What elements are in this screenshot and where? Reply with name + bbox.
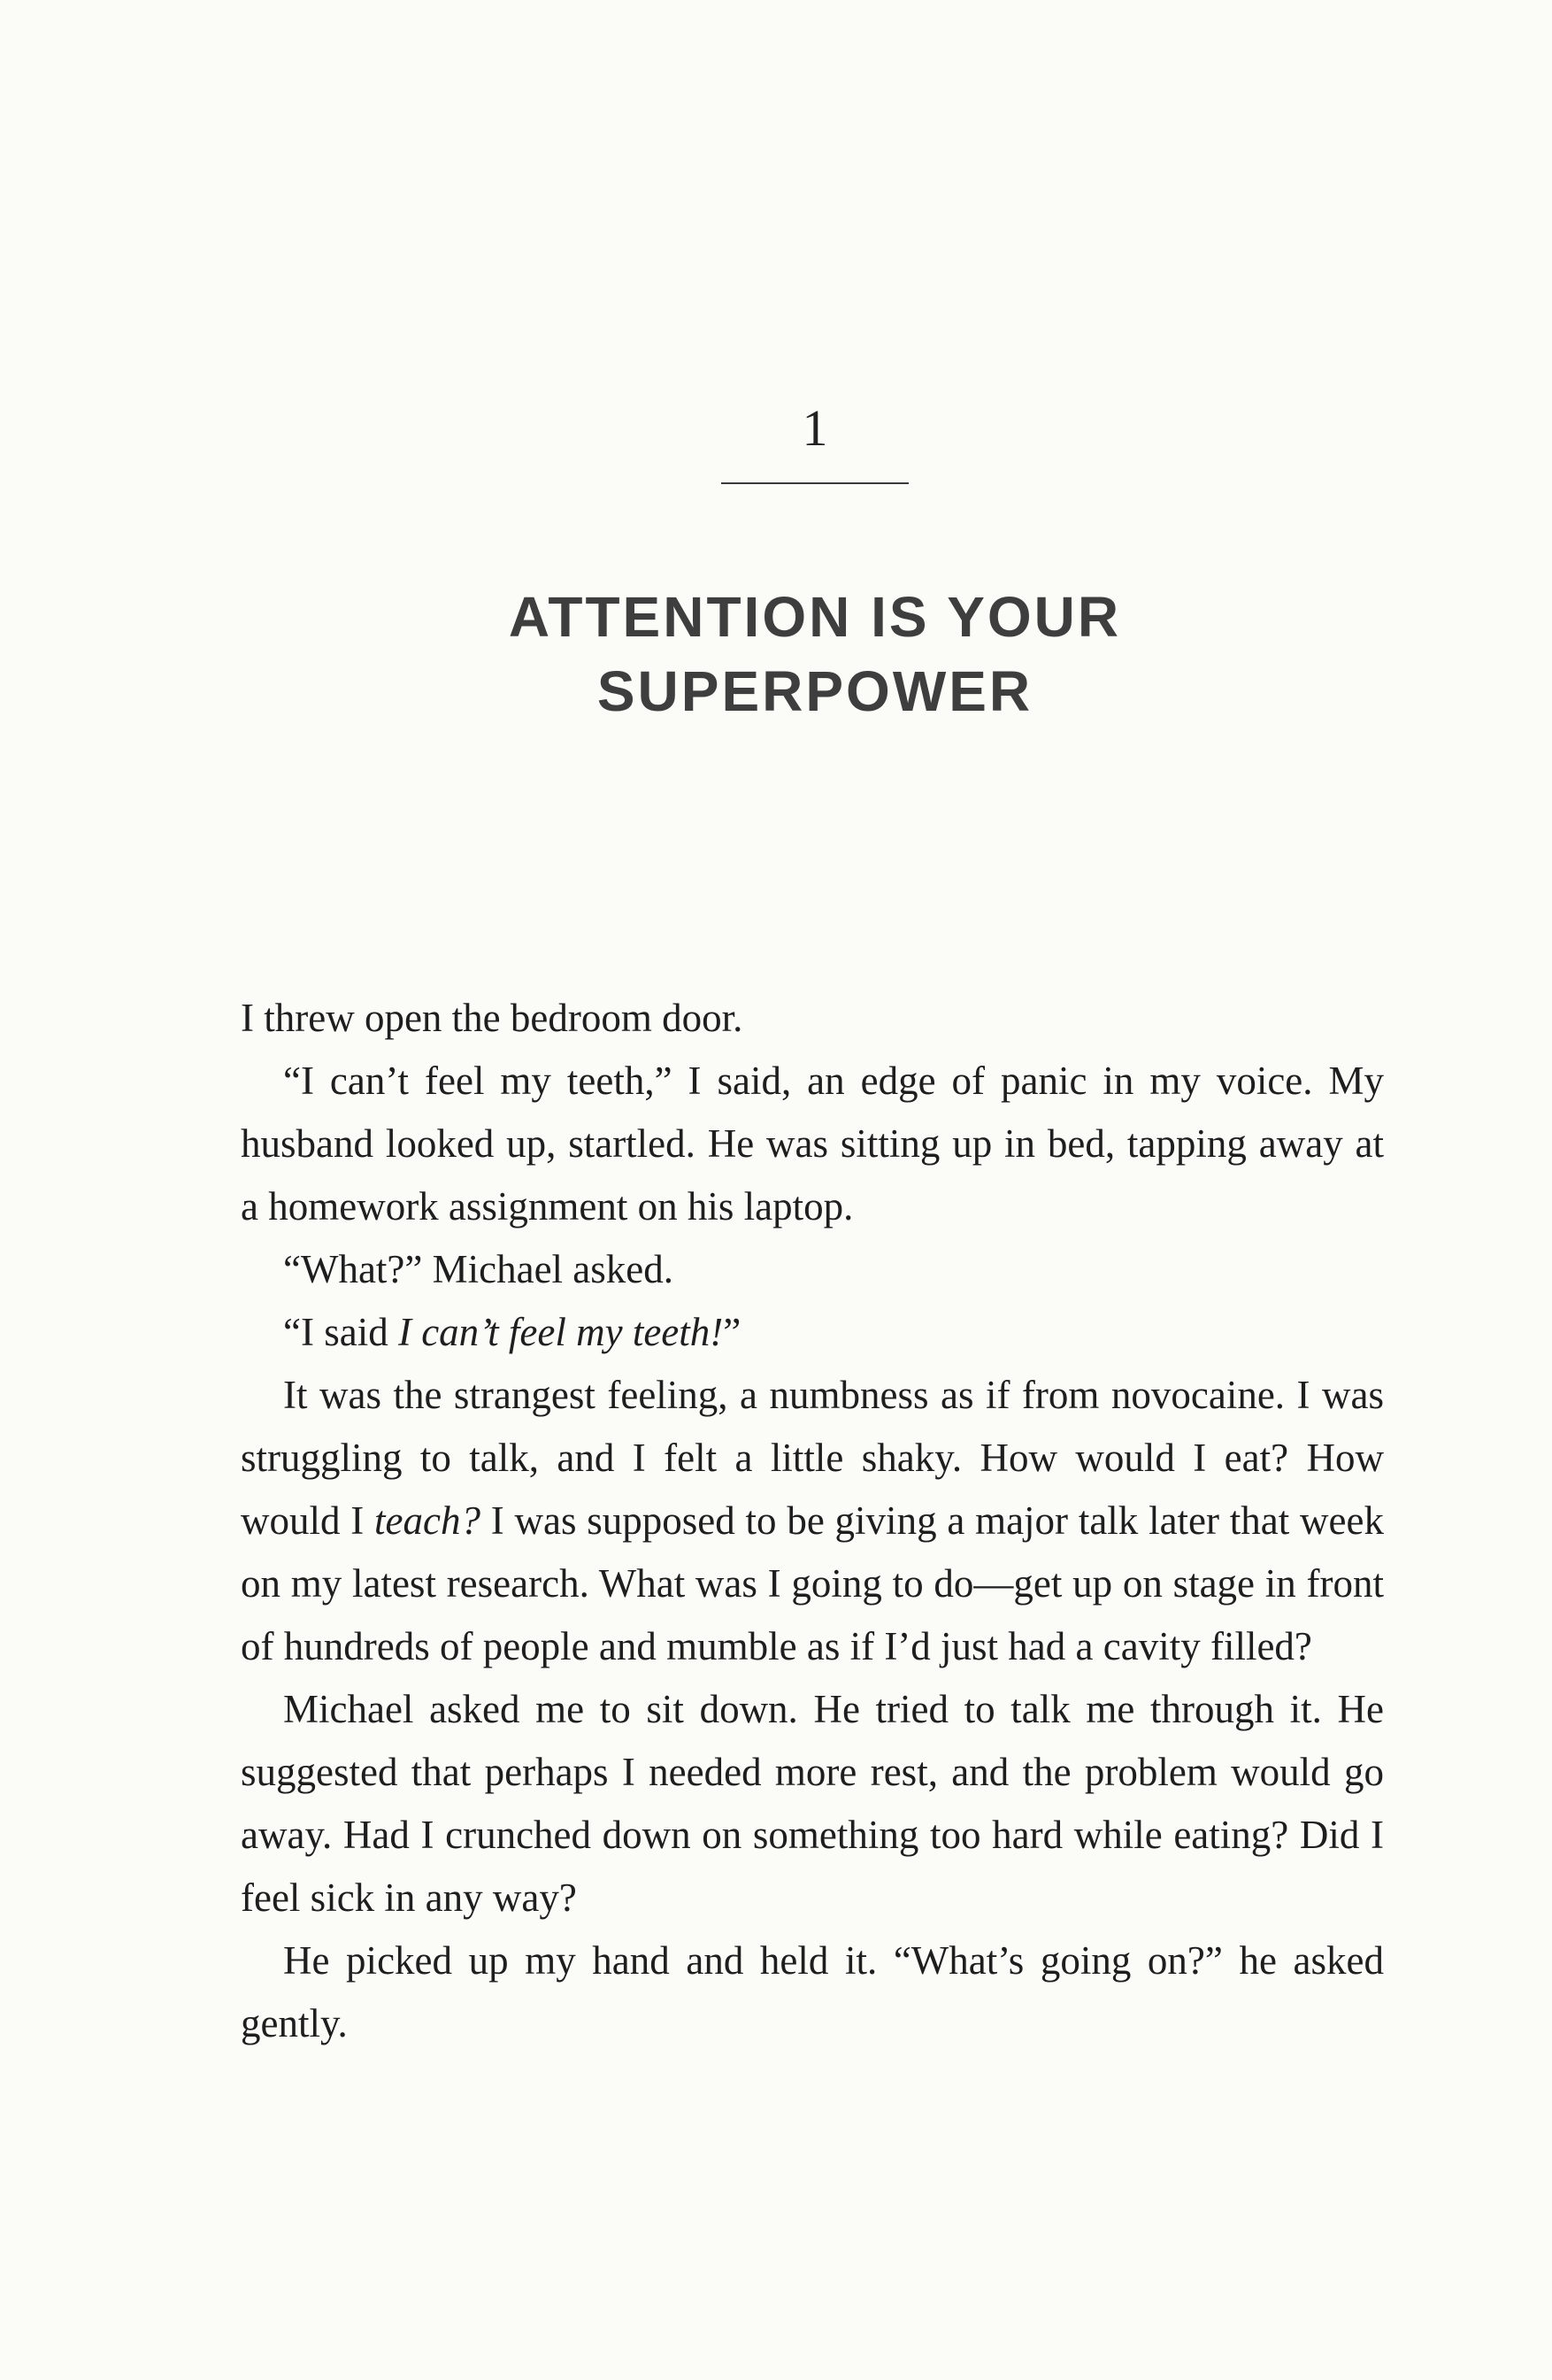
paragraph-text: It was the strangest feeling, a numbness as if from novocaine. I was struggling to talk, and I felt a little shaky. How would I eat? How would I (241, 1373, 1384, 1543)
paragraph (241, 1364, 1384, 1678)
paragraph-text: “I said (283, 1310, 398, 1354)
paragraph: “I can’t feel my teeth,” I said, an edge of panic in my voice. My husband looked up, startled. He was sitting up in bed, tapping away at a homework assignment on his laptop. (241, 1059, 1384, 1229)
chapter-title-line-2: SUPERPOWER (596, 659, 1033, 723)
paragraph: I threw open the bedroom door. (241, 996, 743, 1040)
chapter-divider-rule (721, 482, 909, 484)
paragraph-text: I was supposed to be giving a major talk later that week on my latest research. What was I going to do—get up on stage in front of hundreds of people and mumble as if I’d just had a cavity filled? (241, 1498, 1384, 1668)
chapter-title-line-1: ATTENTION IS YOUR (508, 585, 1122, 649)
paragraph-italic-text: I can’t feel my teeth! (397, 1310, 724, 1354)
paragraph (241, 1301, 1384, 1364)
chapter-number: 1 (802, 399, 828, 457)
paragraph: “What?” Michael asked. (283, 1247, 674, 1291)
chapter-title (0, 580, 1552, 728)
paragraph-italic-text: teach? (374, 1498, 480, 1543)
body-text (241, 987, 1384, 2055)
paragraph: Michael asked me to sit down. He tried to talk me through it. He suggested that perhaps I needed more rest, and the problem would go away. Had I crunched down on something too hard while eating? Did I feel sick in any way? (241, 1687, 1384, 1920)
paragraph: He picked up my hand and held it. “What’s going on?” he asked gently. (241, 1938, 1384, 2045)
paragraph-text: ” (723, 1310, 741, 1354)
